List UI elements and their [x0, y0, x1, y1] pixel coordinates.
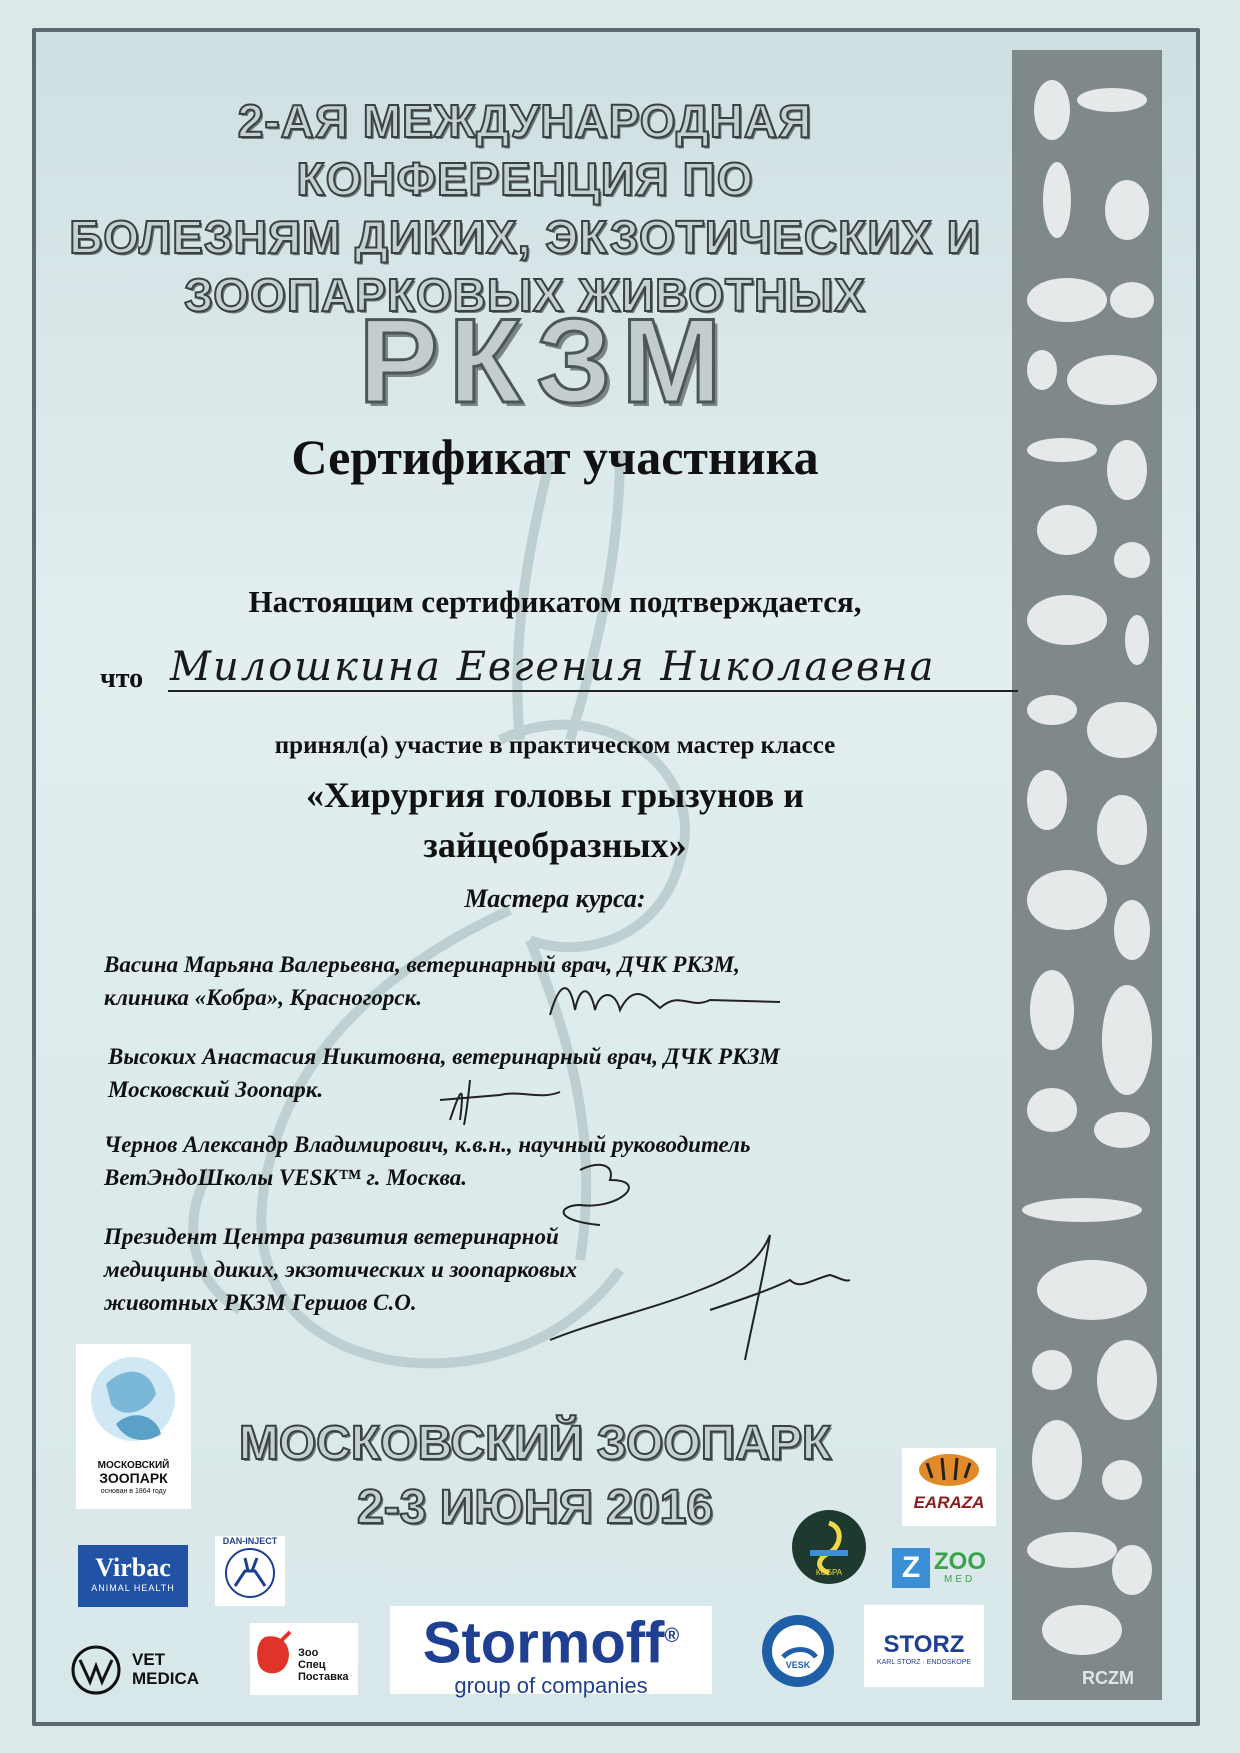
- vet-medica-line1: VET: [132, 1650, 166, 1669]
- signature-vysokikh: [430, 1070, 570, 1130]
- master-line: Президент Центра развития ветеринарной: [104, 1224, 559, 1249]
- stormoff-logo: [390, 1606, 712, 1699]
- master-line: животных РКЗМ Гершов С.О.: [104, 1290, 417, 1315]
- conference-title-line: БОЛЕЗНЯМ ДИКИХ, ЭКЗОТИЧЕСКИХ И: [69, 211, 981, 263]
- storz-name: STORZ: [883, 1631, 965, 1658]
- moscow-zoo-line3: основан в 1864 году: [100, 1488, 167, 1495]
- animal-silhouette-strip: [1012, 50, 1162, 1700]
- event-info: [220, 1412, 850, 1540]
- conference-title-line: 2-АЯ МЕЖДУНАРОДНАЯ КОНФЕРЕНЦИЯ ПО: [237, 95, 813, 205]
- zoomed-sub: MED: [944, 1574, 976, 1585]
- conference-title-line: ЗООПАРКОВЫХ ЖИВОТНЫХ: [184, 269, 866, 321]
- zoomed-z-icon: Z: [892, 1548, 930, 1588]
- earaza-logo: [902, 1448, 996, 1526]
- moscow-zoo-logo: [76, 1344, 191, 1509]
- vet-medica-logo: [70, 1640, 230, 1700]
- course-title-line: «Хирургия головы грызунов и: [306, 775, 804, 815]
- vesk-emblem-icon: [758, 1612, 838, 1690]
- signature-gershov: [540, 1220, 860, 1380]
- zsp-line3: Поставка: [298, 1671, 349, 1683]
- earaza-name: EARAZA: [913, 1493, 985, 1512]
- course-title-line: зайцеобразных»: [423, 825, 687, 865]
- virbac-logo: [78, 1545, 188, 1607]
- participant-name: Милошкина Евгения Николаевна: [170, 644, 936, 690]
- tiger-icon: [902, 1448, 996, 1488]
- master-line: Высоких Анастасия Никитовна, ветеринарный врач, ДЧК РКЗМ: [108, 1044, 780, 1069]
- master-line: Московский Зоопарк.: [108, 1077, 324, 1102]
- zoospecpostavka-logo: [250, 1623, 358, 1695]
- org-abbreviation: РКЗМ: [358, 294, 732, 428]
- dan-inject-logo: [215, 1536, 285, 1606]
- confirm-text: Настоящим сертификатом подтверждается,: [248, 584, 862, 619]
- vm-icon: [70, 1644, 122, 1696]
- moscow-zoo-line1: МОСКОВСКИЙ: [97, 1460, 170, 1471]
- dan-inject-name: DAN-INJECT: [222, 1536, 278, 1546]
- kobra-name: КОБРА: [815, 1568, 843, 1577]
- zsp-line1: Зоо: [298, 1647, 319, 1659]
- kobra-logo: [790, 1508, 868, 1586]
- vesk-logo: [758, 1612, 838, 1690]
- master-line: Чернов Александр Владимирович, к.в.н., научный руководитель: [104, 1132, 751, 1157]
- master-line: клиника «Кобра», Красногорск.: [104, 985, 422, 1010]
- chto-label: что: [100, 663, 144, 694]
- vesk-name: VESK: [785, 1660, 811, 1670]
- masters-heading: Мастера курса:: [464, 884, 646, 913]
- participated-text: принял(а) участие в практическом мастер классе: [274, 732, 836, 759]
- conference-title: [60, 92, 990, 324]
- signature-vasina: [540, 970, 790, 1030]
- stormoff-name: Stormoff: [422, 1610, 665, 1676]
- vet-medica-line2: MEDICA: [132, 1669, 200, 1688]
- moscow-zoo-line2: ЗООПАРК: [99, 1470, 168, 1486]
- master-line: Васина Марьяна Валерьевна, ветеринарный врач, ДЧК РКЗМ,: [104, 952, 740, 977]
- virbac-name: Virbac: [95, 1553, 171, 1582]
- name-underline: [168, 690, 1018, 692]
- stormoff-sub: group of companies: [454, 1673, 648, 1699]
- zoomed-logo: [892, 1548, 984, 1590]
- seal-icon: [76, 1344, 191, 1454]
- zsp-line2: Спец: [298, 1659, 326, 1671]
- event-dates: 2-3 ИЮНЯ 2016: [357, 1481, 713, 1534]
- rczm-mark: RCZM: [1082, 1668, 1134, 1688]
- storz-logo: [864, 1605, 984, 1687]
- stormoff-reg: ®: [664, 1625, 680, 1647]
- certificate-title: Сертификат участника: [291, 429, 819, 485]
- event-venue: МОСКОВСКИЙ ЗООПАРК: [238, 1417, 832, 1470]
- master-line: медицины диких, экзотических и зоопарковых: [104, 1257, 577, 1282]
- animal-silhouettes: [1012, 50, 1162, 1700]
- master-line: ВетЭндоШколы VESK™ г. Москва.: [104, 1165, 468, 1190]
- course-title: [140, 770, 970, 870]
- virbac-sub: ANIMAL HEALTH: [91, 1583, 175, 1593]
- storz-sub: KARL STORZ · ENDOSKOPE: [876, 1659, 972, 1666]
- zoomed-name: ZOO: [934, 1548, 986, 1575]
- deer-icon: [215, 1546, 285, 1601]
- parrot-icon: [250, 1627, 300, 1687]
